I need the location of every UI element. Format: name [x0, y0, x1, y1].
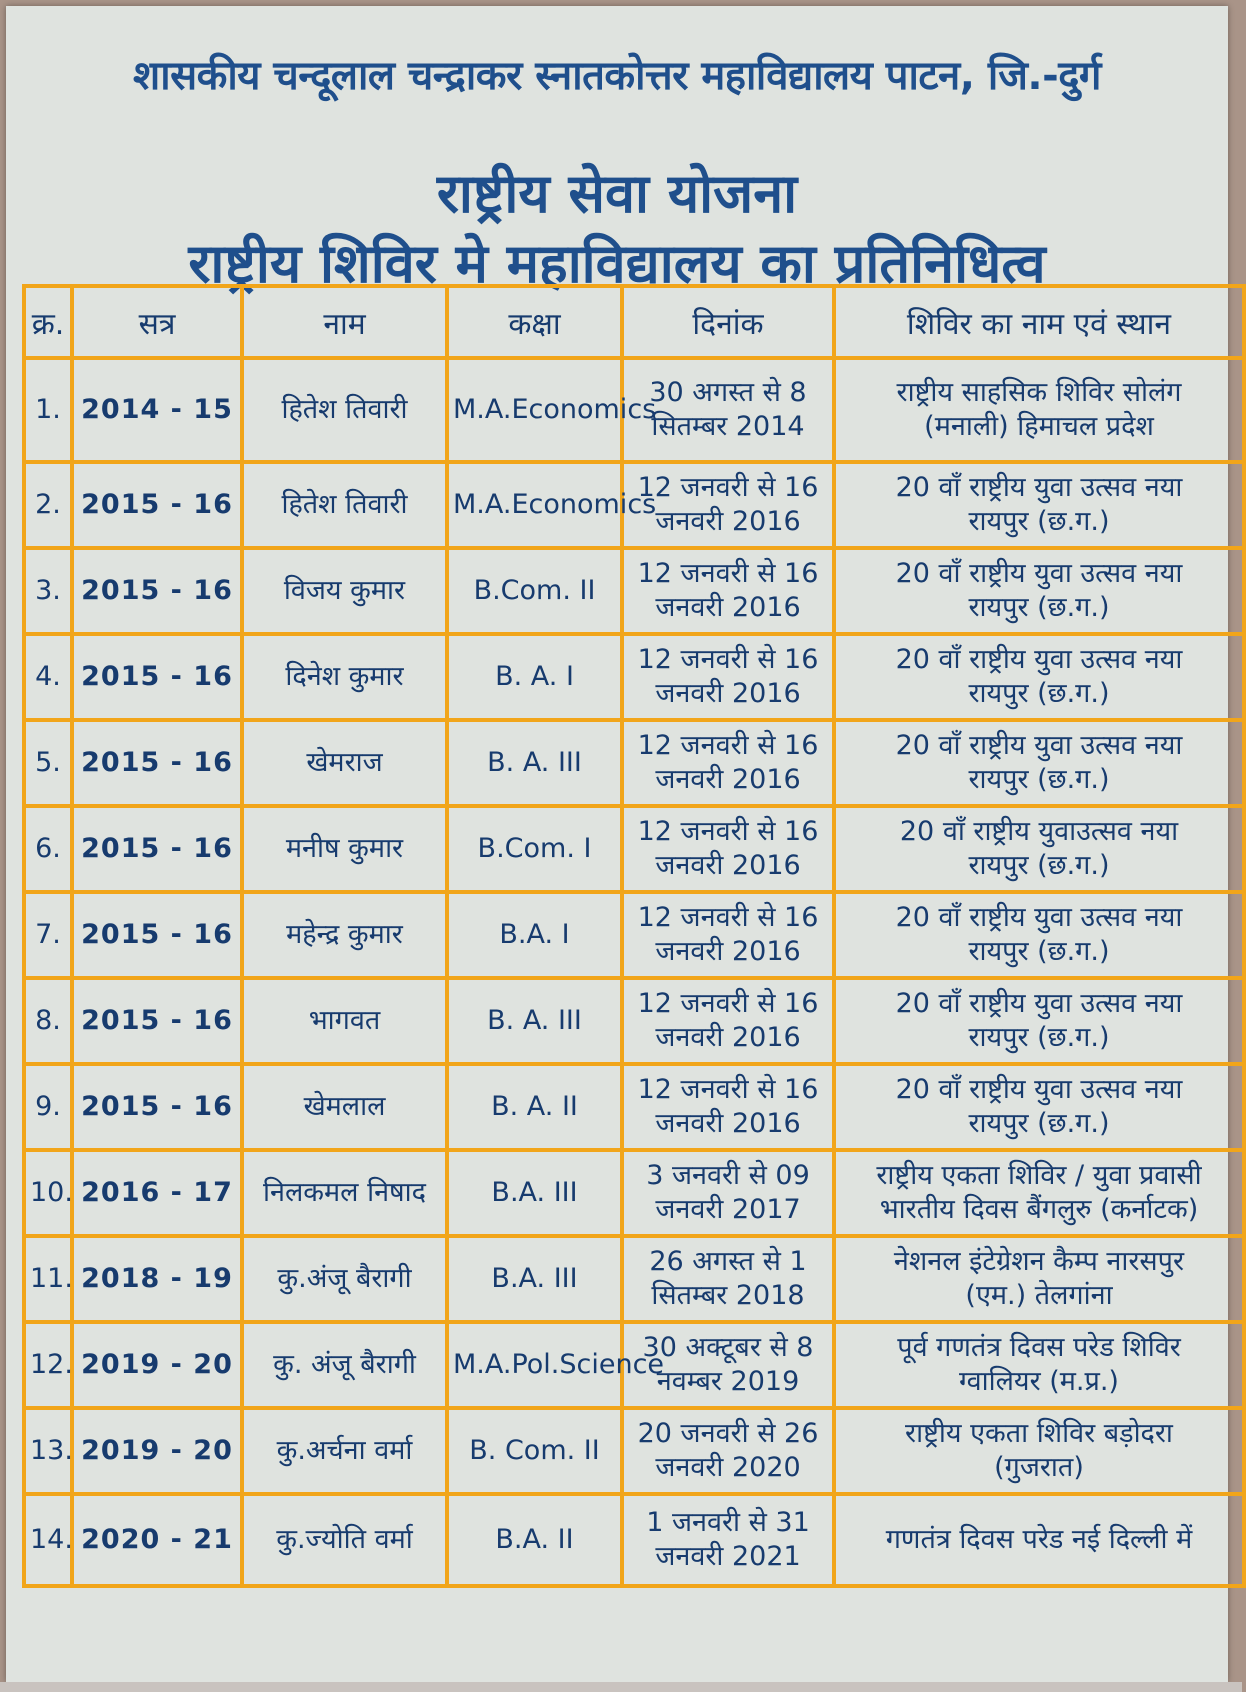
session-cell: [72, 1236, 242, 1322]
class-cell: [447, 1408, 622, 1494]
serial-cell-line: 11.: [30, 1263, 73, 1294]
session-cell: [72, 720, 242, 806]
serial-cell-line: 3.: [35, 575, 61, 606]
camp-cell: [834, 1494, 1244, 1586]
name-cell-line: कु. अंजू बैरागी: [273, 1349, 416, 1380]
name-cell: [242, 1150, 447, 1236]
camp-cell-line: रायपुर (छ.ग.): [968, 764, 1110, 795]
serial-cell: [24, 1236, 72, 1322]
date-cell-line: 30 अक्टूबर से 8: [642, 1332, 814, 1363]
class-cell: [447, 1064, 622, 1150]
name-cell: [242, 358, 447, 462]
serial-cell: [24, 634, 72, 720]
table-row: [24, 806, 1244, 892]
camp-cell-line: 20 वॉं राष्ट्रीय युवा उत्सव नया: [895, 1074, 1183, 1105]
class-cell-line: M.A.Economics: [453, 394, 657, 425]
session-cell-line: 2018 - 19: [81, 1263, 233, 1294]
class-cell-line: M.A.Pol.Science: [453, 1349, 665, 1380]
serial-cell-line: 9.: [35, 1091, 61, 1122]
class-cell: [447, 720, 622, 806]
camp-cell-line: रायपुर (छ.ग.): [968, 678, 1110, 709]
camp-cell-line: रायपुर (छ.ग.): [968, 1022, 1110, 1053]
camp-cell-line: रायपुर (छ.ग.): [968, 850, 1110, 881]
name-cell-line: विजय कुमार: [283, 575, 406, 606]
table-row: [24, 720, 1244, 806]
session-cell-line: 2020 - 21: [81, 1524, 233, 1555]
camp-cell: [834, 978, 1244, 1064]
camp-cell-line: (मनाली) हिमाचल प्रदेश: [924, 411, 1154, 442]
class-cell: [447, 358, 657, 462]
camp-cell: [834, 634, 1244, 720]
name-cell: [242, 806, 447, 892]
class-cell: [447, 978, 622, 1064]
name-cell-line: हितेश तिवारी: [281, 394, 408, 425]
camp-cell-line: राष्ट्रीय एकता शिविर बड़ोदरा: [905, 1418, 1173, 1449]
serial-cell: [24, 358, 72, 462]
header-camp: शिविर का नाम एवं स्थान: [834, 286, 1244, 358]
class-cell: [447, 892, 622, 978]
date-cell-line: जनवरी 2016: [655, 936, 801, 967]
header-date: दिनांक: [622, 286, 834, 358]
table-row: [24, 548, 1244, 634]
date-cell: [622, 1150, 834, 1236]
name-cell-line: कु.अंजू बैरागी: [277, 1263, 412, 1294]
session-cell-line: 2019 - 20: [81, 1349, 233, 1380]
camp-cell: [834, 1408, 1244, 1494]
camp-cell-line: 20 वॉं राष्ट्रीय युवा उत्सव नया: [895, 730, 1183, 761]
camp-cell-line: 20 वॉं राष्ट्रीय युवाउत्सव नया: [899, 816, 1179, 847]
class-cell: [447, 1236, 622, 1322]
serial-cell-line: 14.: [30, 1524, 73, 1555]
camp-cell-line: रायपुर (छ.ग.): [968, 506, 1110, 537]
table-row: [24, 1408, 1244, 1494]
date-cell-line: 30 अगस्त से 8: [649, 377, 807, 408]
camp-cell: [834, 892, 1244, 978]
header-row: [24, 286, 1244, 358]
name-cell-line: निलकमल निषाद: [263, 1177, 426, 1208]
header-serial: क्र.: [24, 286, 72, 358]
serial-cell: [24, 548, 72, 634]
camp-cell-line: राष्ट्रीय एकता शिविर / युवा प्रवासी: [876, 1160, 1202, 1191]
name-cell: [242, 978, 447, 1064]
date-cell: [622, 720, 834, 806]
date-cell: [622, 358, 834, 462]
date-cell-line: जनवरी 2021: [655, 1541, 801, 1572]
session-cell: [72, 1494, 242, 1586]
session-cell-line: 2015 - 16: [81, 833, 233, 864]
date-cell-line: 12 जनवरी से 16: [637, 1074, 819, 1105]
class-cell: [447, 1322, 665, 1408]
serial-cell-line: 7.: [35, 919, 61, 950]
date-cell: [622, 1236, 834, 1322]
serial-cell: [24, 462, 72, 548]
serial-cell-line: 1.: [35, 394, 61, 425]
serial-cell: [24, 1064, 72, 1150]
name-cell: [242, 634, 447, 720]
session-cell-line: 2015 - 16: [81, 1091, 233, 1122]
camp-cell-line: 20 वॉं राष्ट्रीय युवा उत्सव नया: [895, 558, 1183, 589]
date-cell-line: जनवरी 2016: [655, 592, 801, 623]
date-cell: [622, 1064, 834, 1150]
session-cell: [72, 1150, 242, 1236]
name-cell: [242, 892, 447, 978]
date-cell: [622, 1408, 834, 1494]
camp-cell: [834, 720, 1244, 806]
class-cell: [447, 806, 622, 892]
date-cell-line: 12 जनवरी से 16: [637, 730, 819, 761]
name-cell-line: हितेश तिवारी: [281, 489, 408, 520]
table-row: [24, 358, 1244, 462]
class-cell-line: M.A.Economics: [453, 489, 657, 520]
table-row: [24, 978, 1244, 1064]
camp-cell-line: भारतीय दिवस बैंगलुरु (कर्नाटक): [879, 1194, 1199, 1225]
name-cell-line: कु.ज्योति वर्मा: [276, 1524, 413, 1555]
name-cell-line: दिनेश कुमार: [285, 661, 404, 692]
class-cell: [447, 634, 622, 720]
class-cell-line: B. A. III: [487, 1005, 582, 1036]
name-cell: [242, 1322, 447, 1408]
class-cell: [447, 548, 622, 634]
table-row: [24, 462, 1244, 548]
camp-cell-line: 20 वॉं राष्ट्रीय युवा उत्सव नया: [895, 644, 1183, 675]
camp-cell-line: 20 वॉं राष्ट्रीय युवा उत्सव नया: [895, 472, 1183, 503]
session-cell-line: 2015 - 16: [81, 661, 233, 692]
camp-cell-line: रायपुर (छ.ग.): [968, 592, 1110, 623]
name-cell: [242, 548, 447, 634]
date-cell-line: जनवरी 2016: [655, 678, 801, 709]
date-cell: [622, 978, 834, 1064]
date-cell-line: नवम्बर 2019: [656, 1366, 800, 1397]
class-cell-line: B.A. III: [491, 1177, 578, 1208]
class-cell-line: B. A. I: [495, 661, 574, 692]
date-cell-line: 1 जनवरी से 31: [646, 1507, 810, 1538]
camp-cell-line: पूर्व गणतंत्र दिवस परेड शिविर: [897, 1332, 1181, 1363]
camp-cell: [834, 548, 1244, 634]
class-cell-line: B.A. II: [495, 1524, 574, 1555]
camp-cell-line: 20 वॉं राष्ट्रीय युवा उत्सव नया: [895, 902, 1183, 933]
table-row: [24, 634, 1244, 720]
date-cell-line: 12 जनवरी से 16: [637, 902, 819, 933]
date-cell: [622, 1494, 834, 1586]
camp-cell-line: गणतंत्र दिवस परेड नई दिल्ली में: [885, 1524, 1193, 1555]
date-cell-line: 12 जनवरी से 16: [637, 558, 819, 589]
serial-cell-line: 10.: [30, 1177, 73, 1208]
table-row: [24, 1322, 1244, 1408]
representation-table: [22, 284, 1246, 1588]
date-cell-line: 3 जनवरी से 09: [646, 1160, 810, 1191]
table-row: [24, 1494, 1244, 1586]
serial-cell-line: 6.: [35, 833, 61, 864]
scheme-title: राष्ट्रीय सेवा योजना: [436, 162, 798, 225]
serial-cell: [24, 1494, 72, 1586]
serial-cell-line: 5.: [35, 747, 61, 778]
date-cell-line: जनवरी 2016: [655, 1108, 801, 1139]
class-cell-line: B. Com. II: [469, 1435, 600, 1466]
date-cell-line: सितम्बर 2018: [651, 1280, 805, 1311]
date-cell-line: 12 जनवरी से 16: [637, 644, 819, 675]
session-cell: [72, 462, 242, 548]
camp-cell-line: (गुजरात): [994, 1452, 1084, 1483]
class-cell-line: B. A. III: [487, 747, 582, 778]
name-cell-line: खेमलाल: [303, 1091, 386, 1122]
session-cell-line: 2015 - 16: [81, 1005, 233, 1036]
date-cell-line: जनवरी 2017: [655, 1194, 801, 1225]
name-cell: [242, 462, 447, 548]
table-row: [24, 1150, 1244, 1236]
session-cell-line: 2015 - 16: [81, 919, 233, 950]
class-cell-line: B. A. II: [491, 1091, 578, 1122]
session-cell-line: 2015 - 16: [81, 747, 233, 778]
camp-cell-line: रायपुर (छ.ग.): [968, 936, 1110, 967]
name-cell-line: भागवत: [308, 1005, 381, 1036]
camp-cell: [834, 1236, 1244, 1322]
college-name: शासकीय चन्दूलाल चन्द्राकर स्नातकोत्तर महाविद्यालय पाटन, जि.-दुर्ग: [133, 53, 1101, 99]
class-cell: [447, 1150, 622, 1236]
floor: [0, 1682, 1242, 1692]
serial-cell: [24, 892, 72, 978]
date-cell-line: 12 जनवरी से 16: [637, 988, 819, 1019]
session-cell: [72, 358, 242, 462]
camp-cell-line: राष्ट्रीय साहसिक शिविर सोलंग: [896, 377, 1182, 408]
class-cell-line: B.Com. II: [473, 575, 596, 606]
session-cell: [72, 806, 242, 892]
camp-cell-line: (एम.) तेलगांना: [965, 1280, 1113, 1311]
camp-cell-line: रायपुर (छ.ग.): [968, 1108, 1110, 1139]
serial-cell: [24, 720, 72, 806]
session-cell: [72, 1064, 242, 1150]
session-cell-line: 2015 - 16: [81, 489, 233, 520]
camp-cell-line: नेशनल इंटेग्रेशन कैम्प नारसपुर: [893, 1246, 1185, 1277]
name-cell: [242, 1236, 447, 1322]
date-cell-line: 12 जनवरी से 16: [637, 816, 819, 847]
header-name: नाम: [242, 286, 447, 358]
name-cell: [242, 720, 447, 806]
camp-cell: [834, 1322, 1244, 1408]
class-cell: [447, 462, 657, 548]
serial-cell: [24, 1322, 72, 1408]
date-cell-line: जनवरी 2016: [655, 850, 801, 881]
name-cell-line: मनीष कुमार: [285, 833, 404, 864]
session-cell: [72, 892, 242, 978]
class-cell-line: B.A. I: [499, 919, 570, 950]
session-cell: [72, 1322, 242, 1408]
session-cell-line: 2014 - 15: [81, 394, 233, 425]
date-cell-line: 20 जनवरी से 26: [637, 1418, 819, 1449]
name-cell: [242, 1494, 447, 1586]
session-cell: [72, 978, 242, 1064]
camp-cell: [834, 1150, 1244, 1236]
session-cell: [72, 1408, 242, 1494]
name-cell-line: महेन्द्र कुमार: [286, 919, 403, 950]
table-row: [24, 892, 1244, 978]
board-subtitle: राष्ट्रीय शिविर मे महाविद्यालय का प्रतिनिधित्व: [188, 232, 1046, 295]
date-cell: [622, 806, 834, 892]
session-cell-line: 2016 - 17: [81, 1177, 233, 1208]
camp-cell: [834, 358, 1244, 462]
session-cell: [72, 634, 242, 720]
date-cell: [622, 548, 834, 634]
serial-cell: [24, 1408, 72, 1494]
serial-cell: [24, 1150, 72, 1236]
table-row: [24, 1064, 1244, 1150]
session-cell: [72, 548, 242, 634]
date-cell-line: जनवरी 2016: [655, 506, 801, 537]
serial-cell: [24, 806, 72, 892]
camp-cell: [834, 462, 1244, 548]
camp-cell: [834, 1064, 1244, 1150]
header-class: कक्षा: [447, 286, 622, 358]
name-cell-line: खेमराज: [306, 747, 383, 778]
date-cell-line: सितम्बर 2014: [651, 411, 805, 442]
serial-cell-line: 8.: [35, 1005, 61, 1036]
name-cell: [242, 1064, 447, 1150]
date-cell-line: 26 अगस्त से 1: [649, 1246, 807, 1277]
camp-cell-line: ग्वालियर (म.प्र.): [959, 1366, 1119, 1397]
date-cell: [622, 892, 834, 978]
class-cell-line: B.A. III: [491, 1263, 578, 1294]
date-cell-line: जनवरी 2016: [655, 1022, 801, 1053]
date-cell-line: 12 जनवरी से 16: [637, 472, 819, 503]
date-cell-line: जनवरी 2020: [655, 1452, 801, 1483]
camp-cell: [834, 806, 1244, 892]
name-cell-line: कु.अर्चना वर्मा: [276, 1435, 413, 1466]
class-cell-line: B.Com. I: [477, 833, 592, 864]
serial-cell: [24, 978, 72, 1064]
header-session: सत्र: [72, 286, 242, 358]
serial-cell-line: 2.: [35, 489, 61, 520]
table-row: [24, 1236, 1244, 1322]
date-cell: [622, 634, 834, 720]
serial-cell-line: 4.: [35, 661, 61, 692]
serial-cell-line: 12.: [30, 1349, 73, 1380]
name-cell: [242, 1408, 447, 1494]
session-cell-line: 2019 - 20: [81, 1435, 233, 1466]
class-cell: [447, 1494, 622, 1586]
camp-cell-line: 20 वॉं राष्ट्रीय युवा उत्सव नया: [895, 988, 1183, 1019]
date-cell-line: जनवरी 2016: [655, 764, 801, 795]
session-cell-line: 2015 - 16: [81, 575, 233, 606]
serial-cell-line: 13.: [30, 1435, 73, 1466]
